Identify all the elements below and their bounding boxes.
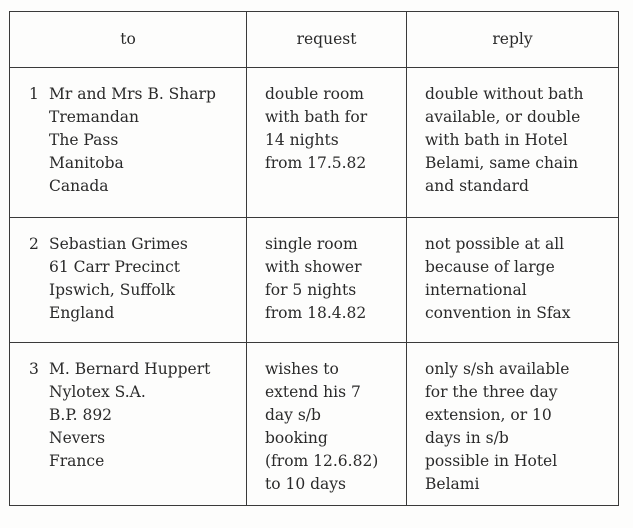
reply-line: and standard [425,177,529,195]
table-header-row [10,12,619,68]
reply-line: possible in Hotel [425,452,558,470]
address-line: Nylotex S.A. [49,383,146,401]
reply-line: days in s/b [425,429,509,447]
reply-line: only s/sh available [425,360,570,378]
reply-line: Belami [425,475,480,493]
recipient-address [49,83,216,198]
recipient-cell [10,68,247,218]
request-line: to 10 days [265,475,347,493]
address-line: 61 Carr Precinct [49,258,181,276]
request-line: with bath for [265,108,368,126]
recipient-cell [10,218,247,343]
row-number: 3 [29,360,39,378]
request-line: single room [265,235,358,253]
table-row [10,343,619,506]
reply-cell [407,218,619,343]
request-cell [247,218,407,343]
address-line: Canada [49,177,109,195]
address-line: Tremandan [49,108,139,126]
request-cell [247,68,407,218]
request-line: booking [265,429,328,447]
reply-line: Belami, same chain [425,154,579,172]
request-line: double room [265,85,364,103]
reply-line: not possible at all [425,235,565,253]
request-line: extend his 7 [265,383,361,401]
reply-cell [407,68,619,218]
recipient-cell [10,343,247,506]
address-line: The Pass [49,131,119,149]
header-request: request [247,12,407,68]
address-line: Mr and Mrs B. Sharp [49,85,216,103]
recipient-address [49,233,188,325]
request-line: from 18.4.82 [265,304,367,322]
reply-cell [407,343,619,506]
address-line: B.P. 892 [49,406,113,424]
reply-line: international [425,281,527,299]
booking-table [9,11,619,506]
row-number: 1 [29,85,39,103]
address-line: England [49,304,115,322]
address-line: Sebastian Grimes [49,235,188,253]
recipient-address [49,358,210,473]
address-line: Ipswich, Suffolk [49,281,176,299]
reply-line: available, or double [425,108,581,126]
request-line: with shower [265,258,362,276]
row-number: 2 [29,235,39,253]
address-line: M. Bernard Huppert [49,360,211,378]
table-row [10,68,619,218]
request-line: wishes to [265,360,339,378]
request-line: 14 nights [265,131,339,149]
address-line: Nevers [49,429,106,447]
request-line: from 17.5.82 [265,154,367,172]
table-row [10,218,619,343]
reply-line: double without bath [425,85,584,103]
request-line: day s/b [265,406,321,424]
request-cell [247,343,407,506]
reply-line: for the three day [425,383,558,401]
reply-line: with bath in Hotel [425,131,568,149]
address-line: Manitoba [49,154,124,172]
address-line: France [49,452,105,470]
header-reply: reply [407,12,619,68]
request-line: for 5 nights [265,281,357,299]
reply-line: because of large [425,258,555,276]
request-line: (from 12.6.82) [265,452,379,470]
reply-line: convention in Sfax [425,304,571,322]
header-to: to [10,12,247,68]
reply-line: extension, or 10 [425,406,552,424]
